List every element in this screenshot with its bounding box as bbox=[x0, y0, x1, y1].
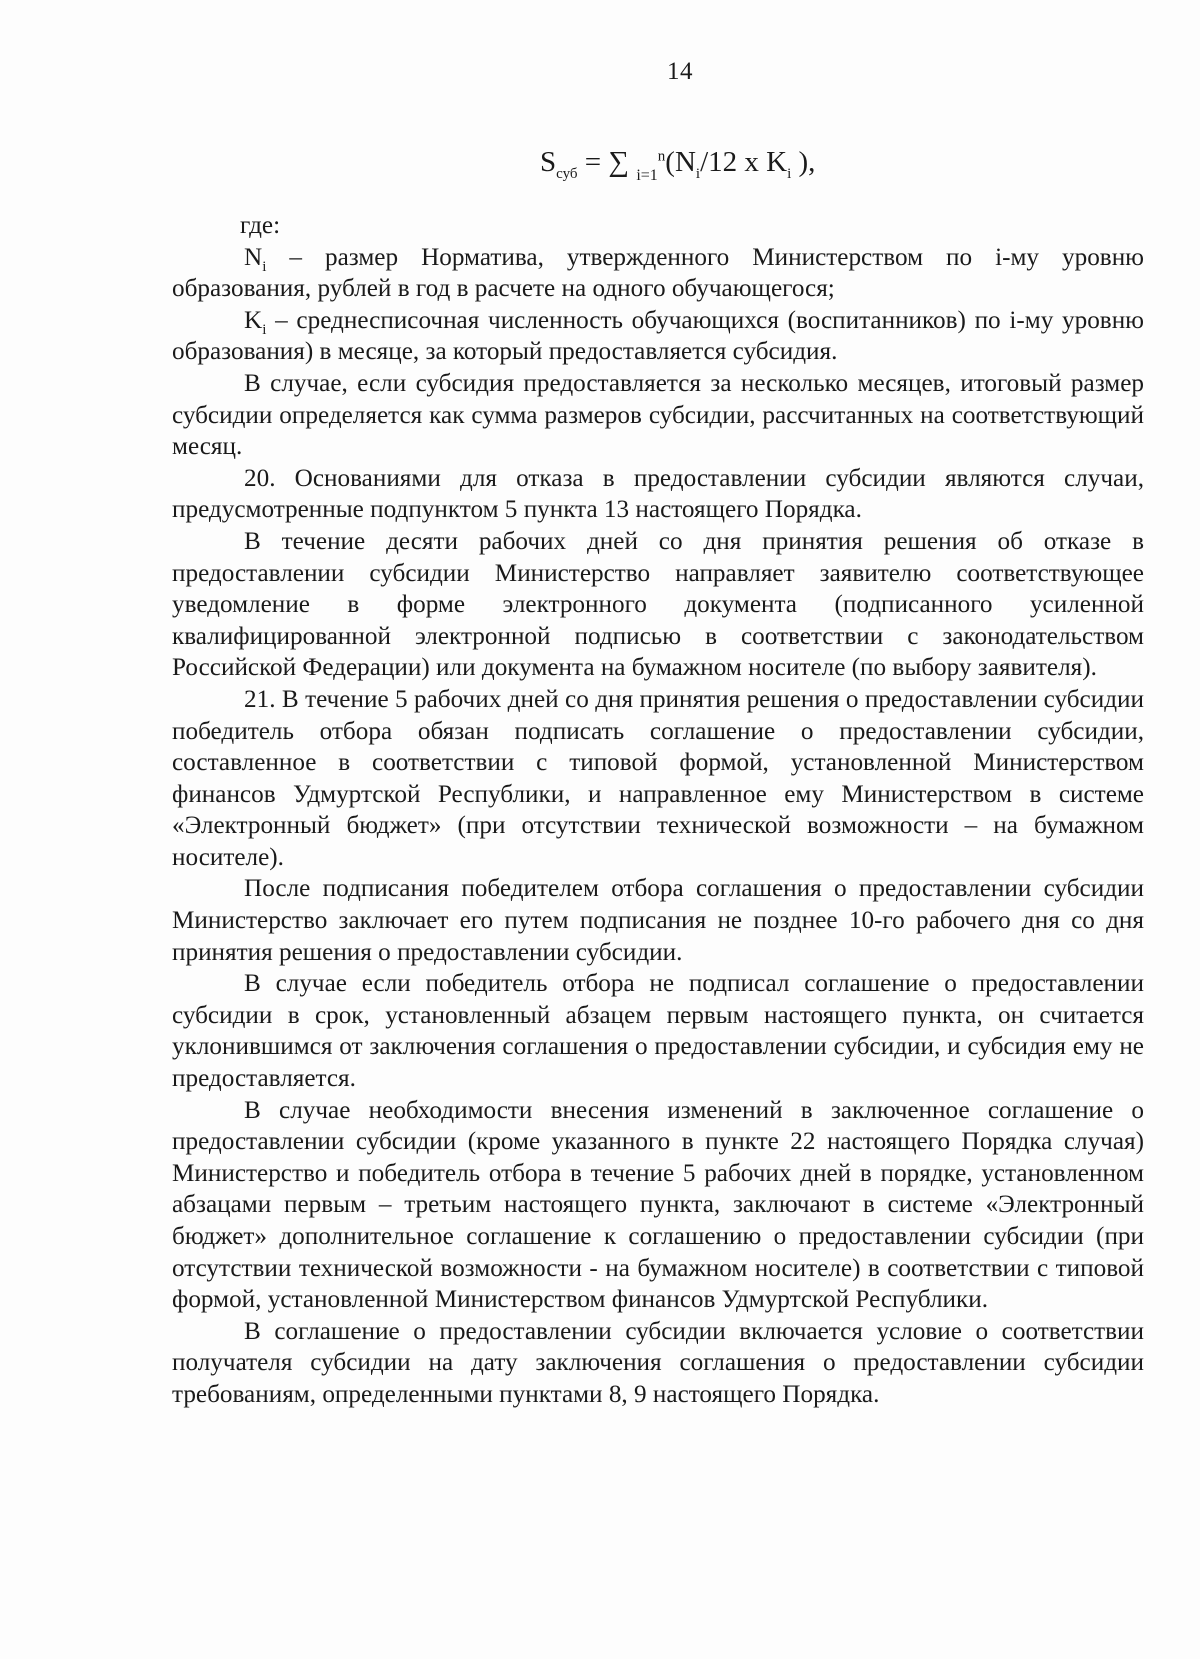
paragraph-conditions: В соглашение о предоставлении субсидии включается условие о соответствии получателя субсидии на дату заключения соглашения о предоставлении субсидии требованиям, определенными пунктами 8, 9 настоящего Порядка. bbox=[172, 1317, 1144, 1408]
formula-sum-lower: i=1 bbox=[636, 166, 658, 184]
formula-mid: /12 x K bbox=[700, 146, 788, 178]
formula-open: (N bbox=[665, 146, 696, 178]
ni-definition-text: – размер Норматива, утвержденного Министерством по i-му уровню образования, рублей в год в расчете на одного обучающегося; bbox=[172, 243, 1144, 303]
ni-subscript: i bbox=[262, 258, 267, 275]
ni-symbol: N bbox=[244, 243, 263, 271]
ki-symbol: K bbox=[244, 306, 263, 334]
ki-subscript: i bbox=[262, 321, 267, 338]
paragraph-not-signed: В случае если победитель отбора не подписал соглашение о предоставлении субсидии в срок, установленный абзацем первым настоящего пункта, он считается уклонившимся от заключения соглашения о предоставлении субсидии, и субсидия ему не предоставляется. bbox=[172, 970, 1144, 1093]
where-label: где: bbox=[240, 212, 281, 239]
formula-lhs-symbol: S bbox=[540, 146, 557, 178]
paragraph-item-20: 20. Основаниями для отказа в предоставлении субсидии являются случаи, предусмотренные подпунктом 5 пункта 13 настоящего Порядка. bbox=[172, 464, 1144, 524]
paragraph-amendments: В случае необходимости внесения изменений в заключенное соглашение о предоставлении субсидии (кроме указанного в пункте 22 настоящего Порядка случая) Министерство и победитель отбора в течение 5 рабочих дней в порядке, установленном абзацами первым – третьим настоящего пункта, заключают в системе «Электронный бюджет» дополнительное соглашение к соглашению о предоставлении субсидии (при отсутствии технической возможности - на бумажном носителе) в соответствии с типовой формой, установленной Министерством финансов Удмуртской Республики. bbox=[172, 1096, 1144, 1314]
definition-ki bbox=[172, 305, 1144, 368]
ki-definition-text: – среднесписочная численность обучающихся (воспитанников) по i-му уровню образования) в месяце, за который предоставляется субсидия. bbox=[172, 306, 1144, 366]
formula-sum-upper: n bbox=[657, 148, 666, 165]
subsidy-formula bbox=[540, 146, 815, 183]
formula-k-subscript: i bbox=[787, 165, 792, 182]
formula-lhs-subscript: суб bbox=[556, 165, 578, 182]
formula-equals-sum: = ∑ bbox=[577, 146, 637, 178]
paragraph-refusal-notice: В течение десяти рабочих дней со дня принятия решения об отказе в предоставлении субсидии Министерство направляет заявителю соответствующее уведомление в форме электронного документа (подписанного усиленной квалифицированной электронной подписью в соответствии с законодательством Российской Федерации) или документа на бумажном носителе (по выбору заявителя). bbox=[172, 527, 1144, 682]
definition-ni bbox=[172, 242, 1144, 305]
paragraph-item-21: 21. В течение 5 рабочих дней со дня принятия решения о предоставлении субсидии победитель отбора обязан подписать соглашение о предоставлении субсидии, составленное в соответствии с типовой формой, установленной Министерством финансов Удмуртской Республики, и направленное ему Министерством в системе «Электронный бюджет» (при отсутствии технической возможности – на бумажном носителе). bbox=[172, 685, 1144, 871]
paragraph-multiple-months: В случае, если субсидия предоставляется за несколько месяцев, итоговый размер субсидии определяется как сумма размеров субсидии, рассчитанных на соответствующий месяц. bbox=[172, 369, 1144, 461]
formula-n-subscript: i bbox=[695, 165, 701, 182]
document-body bbox=[172, 210, 1144, 1411]
paragraph-after-signing: После подписания победителем отбора соглашения о предоставлении субсидии Министерство заключает его путем подписания не позднее 10-го рабочего дня со дня принятия решения о предоставлении субсидии. bbox=[172, 875, 1144, 966]
formula-close: ), bbox=[791, 146, 816, 178]
page-number: 14 bbox=[667, 58, 693, 85]
